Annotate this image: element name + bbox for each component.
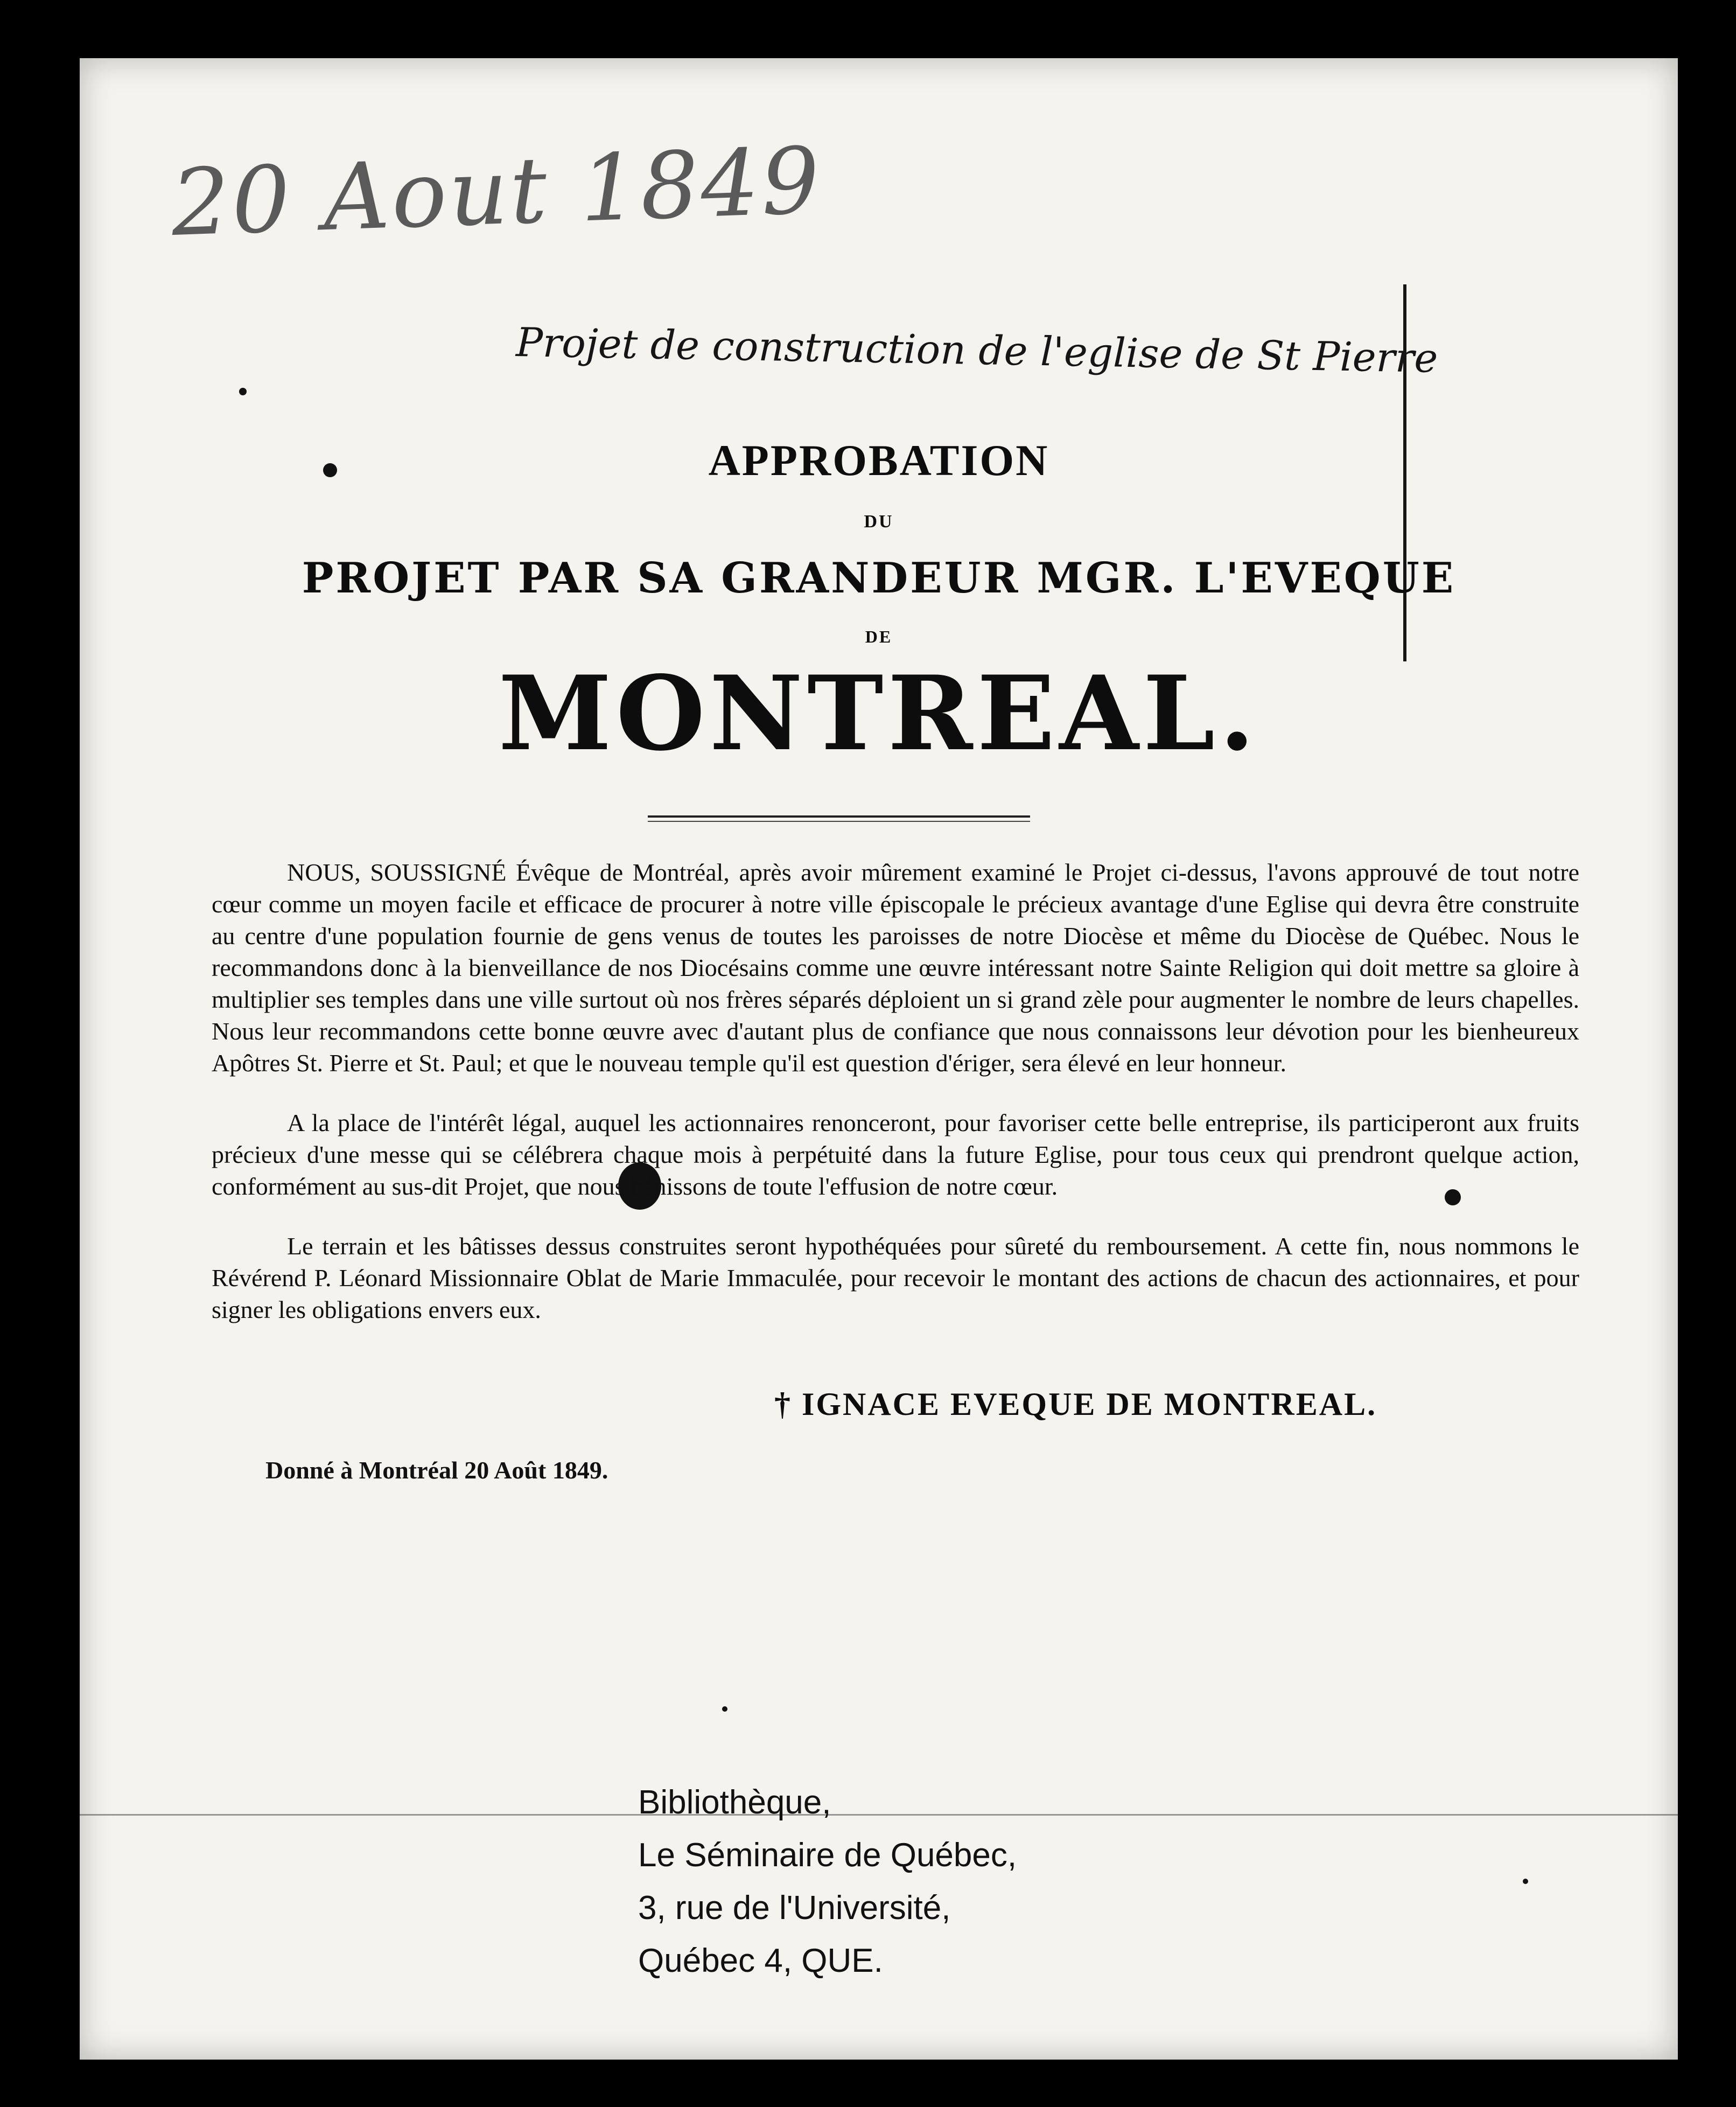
- paragraph-2: A la place de l'intérêt légal, auquel les actionnaires renonceront, pour favoriser cette belle entreprise, ils participeront aux fruits précieux d'une messe qui se célébrera chaque mois à perpétuité dans la future Eglise, pour tous ceux qui prendront quelque action, conformément au sus-dit Projet, que nous bénissons de toute l'effusion de notre cœur.: [212, 1109, 1579, 1200]
- paragraph-1: NOUS, SOUSSIGNÉ Évêque de Montréal, après avoir mûrement examiné le Projet ci-dessus, l'avons approuvé de tout notre cœur comme un moyen facile et efficace de procurer à notre ville épiscopale le précieux avantage d'une Eglise qui devra être construite au centre d'une population fournie de gens venus de toutes les paroisses de notre Diocèse et même du Diocèse de Québec. Nous le recommandons donc à la bienveillance de nos Diocésains comme une œuvre intéressant notre Sainte Religion qui doit mettre sa gloire à multiplier ses temples dans une ville surtout où nos frères séparés déploient un si grand zèle pour augmenter le nombre de leurs chapelles. Nous leur recommandons cette bonne œuvre avec d'autant plus de confiance que nous connaissons leur dévotion pour les bienheureux Apôtres St. Pierre et St. Paul; et que le nouveau temple qu'il est question d'ériger, sera élevé en leur honneur.: [212, 859, 1579, 1077]
- body-text: [212, 856, 1579, 1353]
- paragraph-3: Le terrain et les bâtisses dessus construites seront hypothéquées pour sûreté du remboursement. A cette fin, nous nommons le Révérend P. Léonard Missionnaire Oblat de Marie Immaculée, pour recevoir le montant des actions de chacun des actionnaires, et pour signer les obligations envers eux.: [212, 1232, 1579, 1323]
- ink-speck: [239, 388, 247, 395]
- signature: † IGNACE EVEQUE DE MONTREAL.: [774, 1386, 1377, 1422]
- document-sheet: [80, 58, 1678, 2060]
- library-stamp: [638, 1776, 1017, 1987]
- given-date: Donné à Montréal 20 Août 1849.: [265, 1456, 608, 1484]
- heading-montreal: MONTREAL.: [498, 653, 1259, 773]
- heading-de: DE: [865, 627, 893, 646]
- handwritten-date: 20 Aout 1849: [169, 127, 824, 257]
- ink-speck: [1523, 1879, 1528, 1884]
- stamp-line-1: Bibliothèque,: [638, 1784, 831, 1821]
- stamp-line-4: Québec 4, QUE.: [638, 1942, 883, 1979]
- stamp-line-3: 3, rue de l'Université,: [638, 1889, 951, 1927]
- handwritten-note: Projet de construction de l'eglise de St Pierre: [515, 319, 1438, 382]
- divider-rule: [648, 815, 1030, 822]
- ink-speck: [722, 1706, 727, 1712]
- heading-projet: PROJET PAR SA GRANDEUR MGR. L'EVEQUE: [302, 554, 1456, 603]
- heading-approbation: APPROBATION: [708, 436, 1049, 485]
- heading-du: DU: [864, 512, 894, 532]
- stamp-line-2: Le Séminaire de Québec,: [638, 1837, 1017, 1874]
